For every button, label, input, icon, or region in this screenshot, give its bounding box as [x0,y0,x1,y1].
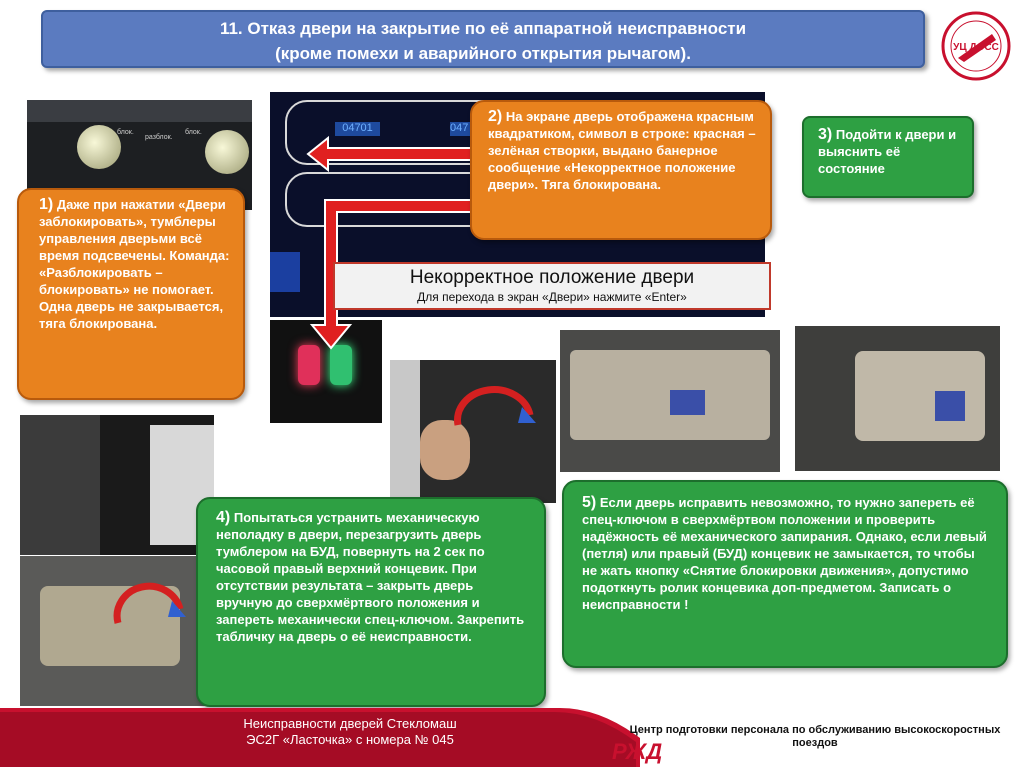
title-line1: 11. Отказ двери на закрытие по её аппаратной неисправности [219,19,747,38]
training-center-logo [940,10,1012,82]
rzd-logo: РЖД [612,739,663,764]
red-door-leaf-indicator [298,345,320,385]
footer-left-line2: ЭС2Г «Ласточка» с номера № 045 [246,732,454,747]
limit-switch [670,390,705,415]
logo-text: УЦ ДОСС [953,42,999,53]
car-number: 04701 [335,122,380,136]
rotate-arrow-icon-2 [110,581,190,631]
step-5-text: Если дверь исправить невозможно, то нужно запереть её спец-ключом в сверхмёртвом положении и проверить надёжность её механического запирания. Однако, если левый (петля) или правый (БУД) концевик не замыкается, то чтобы не жать кнопку «Снятие блокировки движения», допустимо подоткнуть ролик концевика доп-предметом. Записать о неисправности ! [582,495,987,612]
key-turn-photo [390,360,556,503]
door-mechanism-photo-2 [795,326,1000,471]
alert-banner [333,262,771,310]
footer-left-text [200,716,500,748]
step-3-text: Подойти к двери и выяснить её состояние [818,127,957,176]
green-door-leaf-indicator [330,345,352,385]
step-3-number: 3) [818,126,833,143]
toggle-switch-left [77,125,121,169]
label-unblock: разблок. [145,134,173,141]
step-2-number: 2) [488,108,503,125]
door-control-unit-photo [20,415,214,555]
step-1-number: 1) [39,196,54,213]
label-block-2: блок. [185,129,202,136]
limit-switch-2 [935,391,965,421]
toggle-switch-right [205,130,249,174]
rotate-arrow-icon [450,385,540,435]
label-block: блок. [117,129,134,136]
callout-step-4 [196,497,546,707]
callout-step-5 [562,480,1008,668]
title-line2: (кроме помехи и аварийного открытия рычагом). [275,44,691,63]
footer-left-line1: Неисправности дверей Стекломаш [243,716,457,731]
callout-step-3 [802,116,974,198]
footer-right-line2: поездов [792,737,838,749]
page-title [41,10,925,68]
alert-title: Некорректное положение двери [409,267,695,288]
car-number-2: 047 [450,122,485,136]
alert-subtitle: Для перехода в экран «Двери» нажмите «Enter» [417,290,687,304]
door-mechanism-photo-1 [560,330,780,472]
footer-right-text [620,724,1010,750]
callout-step-1 [17,188,245,400]
limit-switch-adjust-photo [20,556,214,706]
step-5-number: 5) [582,494,597,511]
red-arrows [300,130,490,350]
step-4-text: Попытаться устранить механическую неполадку в двери, перезагрузить дверь тумблером на БУД, повернуть на 2 сек по часовой правый верхний концевик. При отсутствии результата – закрыть дверь вручную до сверхмёртвого положения и запереть механически спец-ключом. Закрепить табличку на дверь о её неисправности. [216,510,525,644]
step-2-text: На экране дверь отображена красным квадратиком, символ в строке: красная – зелёная створки, выдано банерное сообщение «Некорректное положение двери». Тяга блокирована. [488,109,756,192]
step-4-number: 4) [216,509,231,526]
footer-right-line1: Центр подготовки персонала по обслуживанию высокоскоростных [629,724,1001,736]
step-1-text: Даже при нажатии «Двери заблокировать», тумблеры управления дверьми всё время подсвечены. Команда: «Разблокировать – блокировать» не помогает. Одна дверь не закрывается, тяга блокирована. [39,197,230,331]
arrow-left-icon [308,138,490,170]
callout-step-2 [470,100,772,240]
